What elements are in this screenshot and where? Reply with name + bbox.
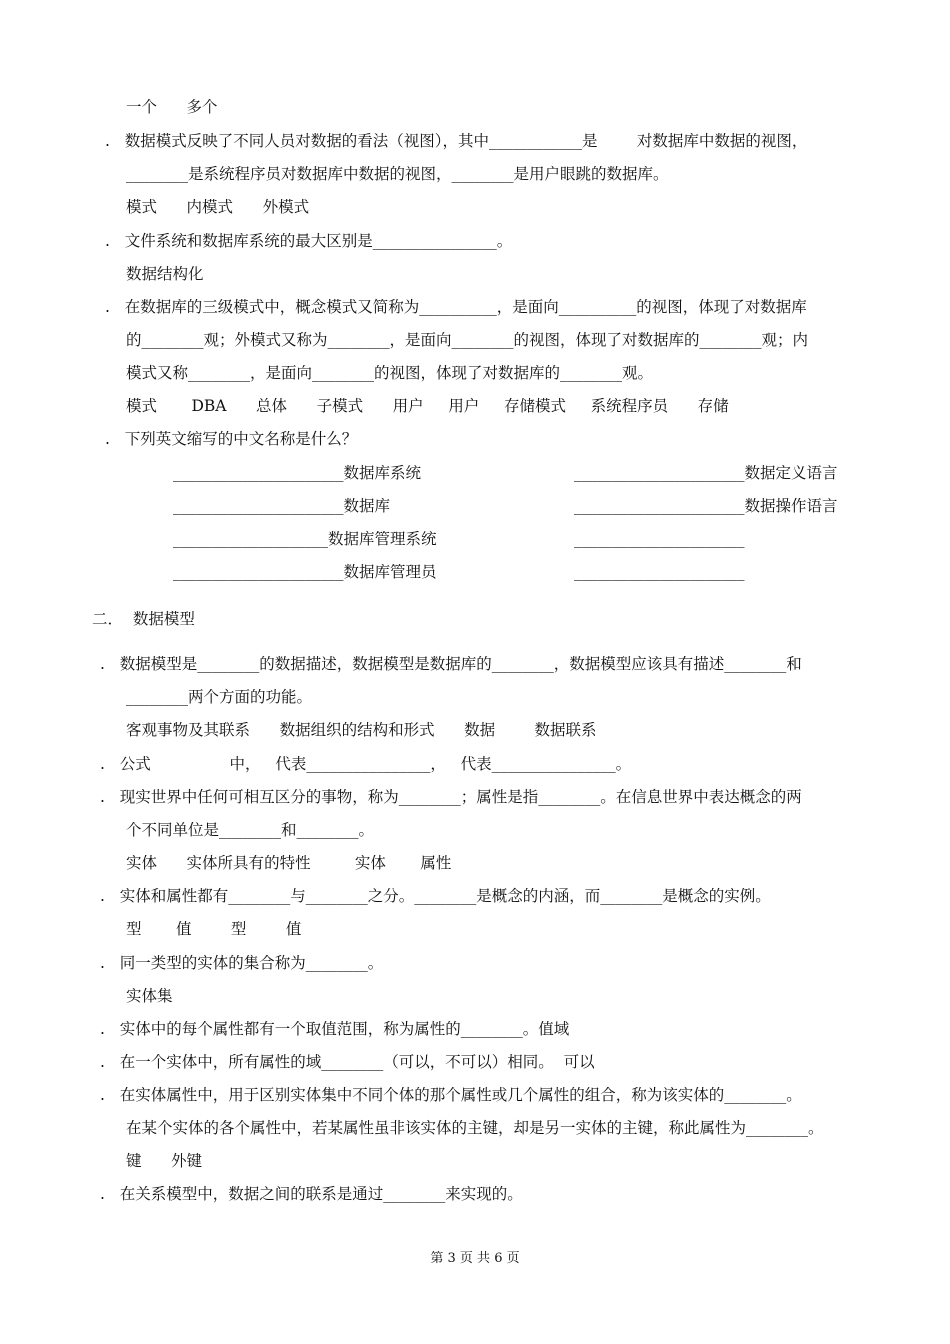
text-line: . 实体和属性都有________与________之分。________是概念的内涵，而________是概念的实例。 bbox=[100, 887, 771, 905]
text-line: . 现实世界中任何可相互区分的事物，称为________；属性是指________。在信息世界中表达概念的两 bbox=[100, 788, 802, 806]
text-line: . 公式 中， 代表________________， 代表________________。 bbox=[100, 755, 632, 773]
text-line: 模式 内模式 外模式 bbox=[126, 198, 310, 216]
text-line: 型 值 型 值 bbox=[126, 920, 302, 938]
text-line: . 下列英文缩写的中文名称是什么？ bbox=[105, 430, 358, 448]
text-line: 实体集 bbox=[126, 987, 173, 1005]
text-line: 模式又称________，是面向________的视图，体现了对数据库的________观。 bbox=[126, 364, 654, 382]
text-line: . 数据模式反映了不同人员对数据的看法（视图），其中____________是 对数据库中数据的视图， bbox=[105, 132, 808, 150]
text-line: ________两个方面的功能。 bbox=[126, 688, 313, 706]
text-line: . 文件系统和数据库系统的最大区别是________________。 bbox=[105, 232, 513, 250]
text-line: 的________观；外模式又称为________，是面向________的视图，体现了对数据库的________观；内 bbox=[126, 331, 809, 349]
text-line: 键 外键 bbox=[126, 1152, 203, 1170]
text-line: 实体 实体所具有的特性 实体 属性 bbox=[126, 854, 452, 872]
text-line: . 在一个实体中，所有属性的域________（可以，不可以）相同。 可以 bbox=[100, 1053, 595, 1071]
text-line: . 同一类型的实体的集合称为________。 bbox=[100, 954, 384, 972]
text-line: ______________________数据库 bbox=[173, 497, 391, 515]
text-line: ________是系统程序员对数据库中数据的视图，________是用户眼跳的数据库。 bbox=[126, 165, 669, 183]
text-line: . 数据模型是________的数据描述，数据模型是数据库的________，数据模型应该具有描述________和 bbox=[100, 655, 802, 673]
text-line: ______________________数据库系统 bbox=[173, 464, 422, 482]
text-line: 一个 多个 bbox=[126, 98, 218, 116]
text-line: . 在数据库的三级模式中，概念模式又简称为__________，是面向__________的视图，体现了对数据库 bbox=[105, 298, 807, 316]
text-line: ______________________数据操作语言 bbox=[574, 497, 838, 515]
page-footer: 第 3 页 共 6 页 bbox=[430, 1251, 520, 1266]
text-line: 在某个实体的各个属性中，若某属性虽非该实体的主键，却是另一实体的主键，称此属性为________。 bbox=[126, 1119, 824, 1137]
text-line: 客观事物及其联系 数据组织的结构和形式 数据 数据联系 bbox=[126, 721, 597, 739]
text-line: 模式 DBA 总体 子模式 用户 用户 存储模式 系统程序员 存储 bbox=[126, 397, 729, 415]
text-line: . 实体中的每个属性都有一个取值范围，称为属性的________。值域 bbox=[100, 1020, 570, 1038]
text-line: ______________________数据库管理员 bbox=[173, 563, 437, 581]
section-heading: 二． 数据模型 bbox=[92, 610, 195, 628]
text-line: ____________________数据库管理系统 bbox=[173, 530, 437, 548]
text-line: ______________________ bbox=[574, 563, 745, 581]
text-line: . 在实体属性中，用于区别实体集中不同个体的那个属性或几个属性的组合，称为该实体的________。 bbox=[100, 1086, 802, 1104]
text-line: 数据结构化 bbox=[126, 265, 204, 283]
text-line: 个不同单位是________和________。 bbox=[126, 821, 375, 839]
text-line: ______________________ bbox=[574, 530, 745, 548]
text-line: . 在关系模型中，数据之间的联系是通过________来实现的。 bbox=[100, 1185, 523, 1203]
text-line: ______________________数据定义语言 bbox=[574, 464, 838, 482]
